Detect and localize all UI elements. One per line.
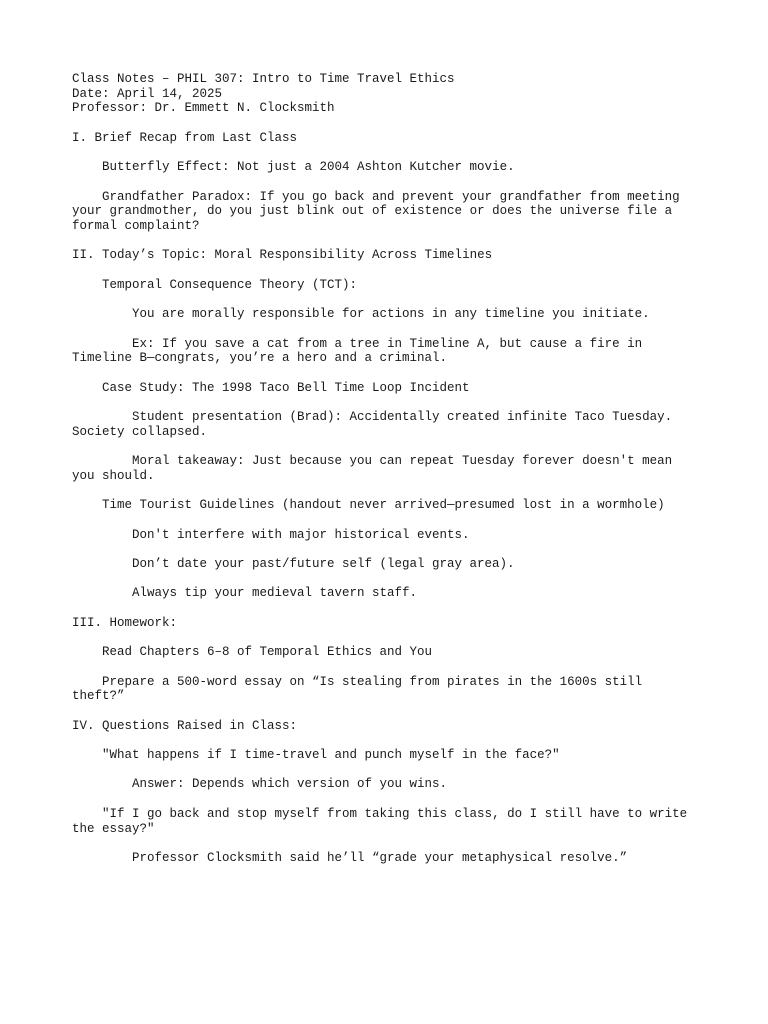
topic-moral-takeaway: Moral takeaway: Just because you can repeat Tuesday forever doesn't mean you should. (72, 454, 680, 483)
topic-tct-point: You are morally responsible for actions in any timeline you initiate. (132, 307, 650, 322)
section-heading-questions: IV. Questions Raised in Class: (72, 718, 298, 733)
section-heading-homework: III. Homework: (72, 615, 178, 630)
section-heading-recap: I. Brief Recap from Last Class (72, 130, 298, 145)
document-date: Date: April 14, 2025 (72, 86, 223, 101)
recap-butterfly-effect: Butterfly Effect: Not just a 2004 Ashton Kutcher movie. (102, 160, 515, 175)
question-item: "What happens if I time-travel and punch myself in the face?" (102, 748, 560, 763)
document-title: Class Notes – PHIL 307: Intro to Time Travel Ethics (72, 72, 455, 86)
topic-tct-example: Ex: If you save a cat from a tree in Timeline A, but cause a fire in Timeline B—congrats, you’re a hero and a criminal. (72, 336, 650, 366)
answer-item: Professor Clocksmith said he’ll “grade your metaphysical resolve.” (132, 850, 628, 865)
topic-case-study: Case Study: The 1998 Taco Bell Time Loop Incident (102, 380, 470, 395)
document-professor: Professor: Dr. Emmett N. Clocksmith (72, 101, 335, 116)
guideline-item: Don't interfere with major historical events. (132, 527, 470, 542)
guideline-item: Always tip your medieval tavern staff. (132, 586, 418, 601)
class-notes-document (72, 72, 702, 866)
homework-essay: Prepare a 500-word essay on “Is stealing from pirates in the 1600s still theft?” (72, 674, 650, 704)
topic-time-tourist-guidelines: Time Tourist Guidelines (handout never arrived—presumed lost in a wormhole) (102, 498, 665, 513)
answer-item: Answer: Depends which version of you wins. (132, 777, 448, 792)
topic-tct-heading: Temporal Consequence Theory (TCT): (102, 277, 358, 292)
homework-reading: Read Chapters 6–8 of Temporal Ethics and You (102, 645, 433, 660)
topic-student-presentation: Student presentation (Brad): Accidentally created infinite Taco Tuesday. Society collapsed. (72, 410, 680, 439)
question-item: "If I go back and stop myself from taking this class, do I still have to write the essay?" (72, 806, 695, 836)
guideline-item: Don’t date your past/future self (legal gray area). (132, 557, 515, 571)
section-heading-todays-topic: II. Today’s Topic: Moral Responsibility Across Timelines (72, 248, 493, 263)
recap-grandfather-paradox: Grandfather Paradox: If you go back and prevent your grandfather from meeting your grandmother, do you just blink out of existence or does the universe file a formal complaint? (72, 189, 688, 233)
